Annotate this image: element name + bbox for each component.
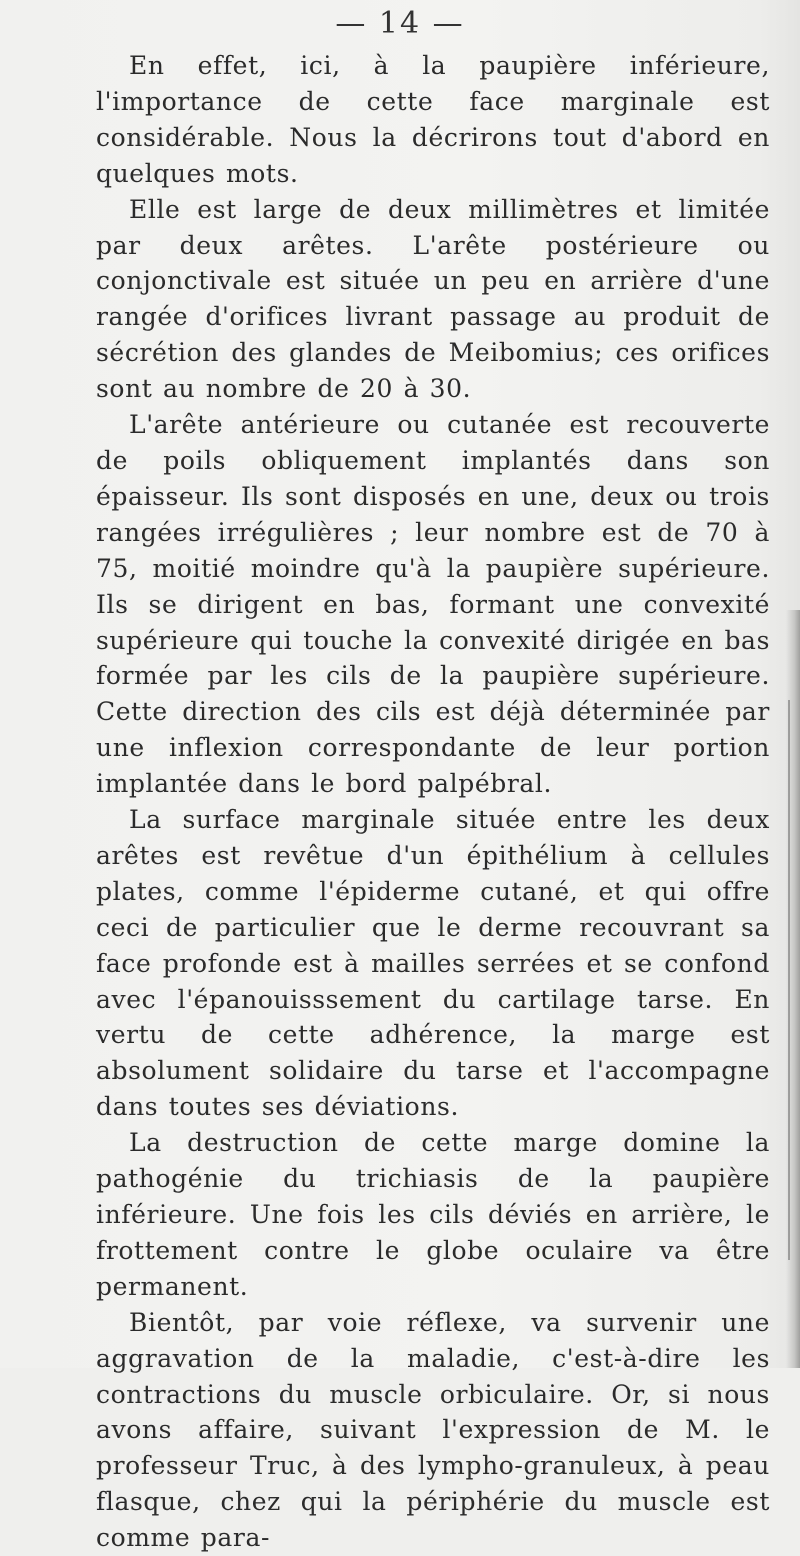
page-edge-line [788,700,790,1260]
paragraph: L'arête antérieure ou cutanée est recouverte de poils obliquement implantés dans son épaisseur. Ils sont disposés en une, deux ou trois rangées irrégulières ; leur nombre est de 70 à 75, moitié moindre qu'à la paupière supérieure. Ils se dirigent en bas, formant une convexité supérieure qui touche la convexité dirigée en bas formée par les cils de la paupière supérieure. Cette direction des cils est déjà déterminée par une inflexion correspondante de leur portion implantée dans le bord palpébral. [96,410,770,799]
paragraph: En effet, ici, à la paupière inférieure, l'importance de cette face marginale est considérable. Nous la décrirons tout d'abord en quelques mots. [96,51,770,188]
page-number: — 14 — [335,6,465,41]
body-text [96,48,770,1556]
paragraph: Bientôt, par voie réflexe, va survenir une aggravation de la maladie, c'est-à-dire les contractions du muscle orbiculaire. Or, si nous avons affaire, suivant l'expression de M. le professeur Truc, à des lympho-granuleux, à peau flasque, chez qui la périphérie du muscle est comme para- [96,1307,770,1553]
paragraph: Elle est large de deux millimètres et limitée par deux arêtes. L'arête postérieure ou conjonctivale est située un peu en arrière d'une rangée d'orifices livrant passage au produit de sécrétion des glandes de Meibomius; ces orifices sont au nombre de 20 à 30. [96,194,770,404]
paragraph: La destruction de cette marge domine la pathogénie du trichiasis de la paupière inférieure. Une fois les cils déviés en arrière, le frottement contre le globe oculaire va être permanent. [96,1128,770,1301]
paragraph: La surface marginale située entre les deux arêtes est revêtue d'un épithélium à cellules plates, comme l'épiderme cutané, et qui offre ceci de particulier que le derme recouvrant sa face profonde est à mailles serrées et se confond avec l'épanouisssement du cartilage tarse. En vertu de cette adhérence, la marge est absolument solidaire du tarse et l'accompagne dans toutes ses déviations. [96,805,770,1122]
